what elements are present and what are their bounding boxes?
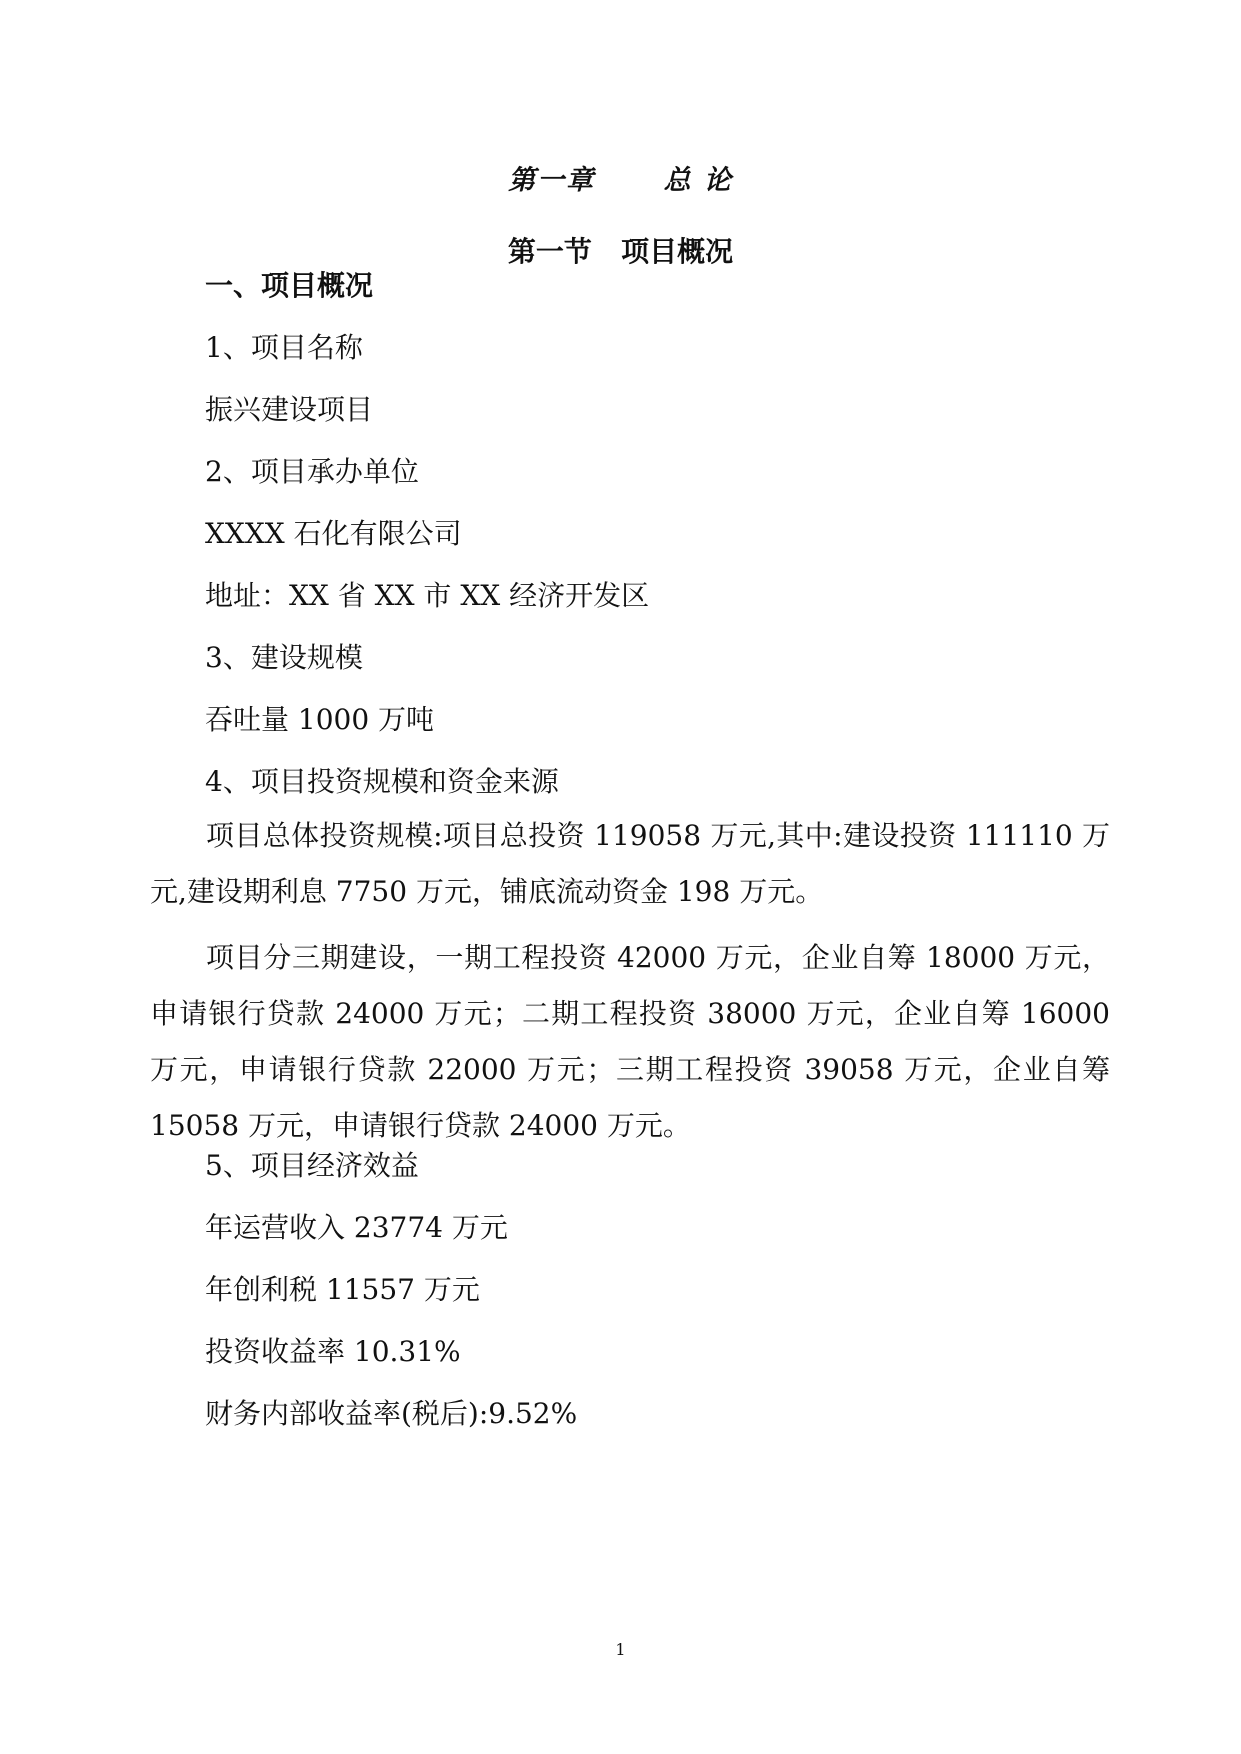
item-value-throughput: 吞吐量 1000 万吨 <box>205 703 435 736</box>
page-number: 1 <box>615 1640 626 1659</box>
paragraph-total-investment: 项目总体投资规模:项目总投资 119058 万元,其中:建设投资 111110 万元,建设期利息 7750 万元，铺底流动资金 198 万元。 <box>150 819 1110 908</box>
section-name: 项目概况 <box>621 235 734 268</box>
benefit-annual-tax-profit: 年创利税 11557 万元 <box>205 1273 480 1306</box>
item-label-project-name: 1、项目名称 <box>205 331 363 364</box>
section-number: 第一节 <box>507 235 592 268</box>
item-label-construction-scale: 3、建设规模 <box>205 641 363 674</box>
item-value-company-name: XXXX 石化有限公司 <box>205 517 462 550</box>
chapter-number: 第一章 <box>508 165 596 196</box>
heading-project-overview: 一、项目概况 <box>205 269 374 302</box>
benefit-roi: 投资收益率 10.31% <box>205 1335 461 1368</box>
benefit-irr: 财务内部收益率(税后):9.52% <box>205 1397 578 1430</box>
paragraph-phased-construction: 项目分三期建设，一期工程投资 42000 万元，企业自筹 18000 万元，申请银行贷款 24000 万元；二期工程投资 38000 万元，企业自筹 16000 万元，申请银行贷款 22000 万元；三期工程投资 39058 万元，企业自筹 15058 万元，申请银行贷款 24000 万元。 <box>150 941 1110 1142</box>
benefit-annual-revenue: 年运营收入 23774 万元 <box>205 1211 508 1244</box>
chapter-name: 总 论 <box>663 165 733 196</box>
section-title <box>0 230 1241 270</box>
item-value-address: 地址：XX 省 XX 市 XX 经济开发区 <box>205 579 650 612</box>
chapter-title <box>0 158 1241 197</box>
item-label-investment: 4、项目投资规模和资金来源 <box>205 765 559 798</box>
item-label-economic-benefits: 5、项目经济效益 <box>205 1149 419 1182</box>
item-value-project-name: 振兴建设项目 <box>205 393 374 426</box>
item-label-undertaking-unit: 2、项目承办单位 <box>205 455 419 488</box>
